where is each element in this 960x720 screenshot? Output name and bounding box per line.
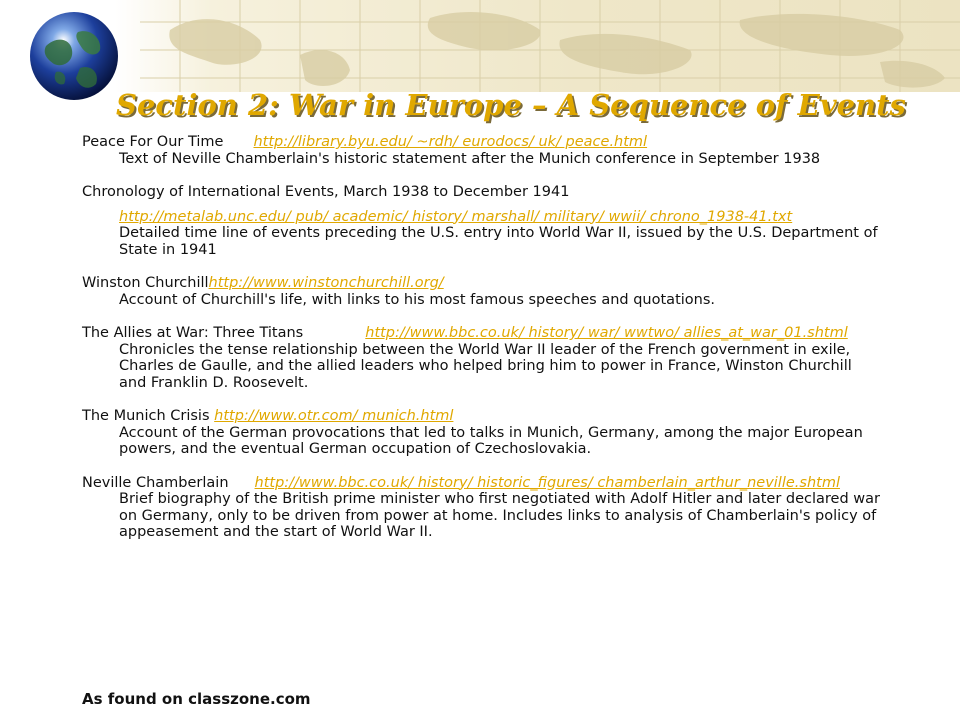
map-grid [0, 0, 960, 92]
page-title: Section 2: War in Europe – A Sequence of Events [116, 88, 906, 122]
globe-icon [26, 8, 122, 104]
entry-heading [82, 325, 882, 342]
entry-title: Neville Chamberlain [82, 474, 229, 491]
entry-description: Brief biography of the British prime minister who first negotiated with Adolf Hitler and later declared war on Germany, only to be driven from power at home. Includes links to analysis of Chamberlain's policy of appeasement and the start of World War II. [119, 491, 881, 540]
entry-link[interactable]: http://www.bbc.co.uk/ history/ historic_figures/ chamberlain_arthur_neville.shtml [254, 474, 840, 491]
entry-description: Chronicles the tense relationship between the World War II leader of the French government in exile, Charles de Gaulle, and the allied leaders who helped bring him to power in France, Winston Churchill and Franklin D. Roosevelt. [119, 341, 852, 391]
list-item [82, 408, 882, 458]
entry-link[interactable]: http://www.bbc.co.uk/ history/ war/ wwtwo/ allies_at_war_01.shtml [365, 325, 848, 341]
list-item [82, 184, 882, 258]
entry-description: Account of Churchill's life, with links to his most famous speeches and quotations. [119, 291, 716, 308]
list-item [82, 275, 882, 308]
entry-heading [82, 408, 882, 425]
entry-link[interactable]: http://library.byu.edu/ ~rdh/ eurodocs/ uk/ peace.html [253, 134, 648, 150]
entry-title: Peace For Our Time [82, 134, 224, 150]
list-item [82, 475, 882, 541]
world-map-decoration [0, 0, 960, 92]
entry-description: Account of the German provocations that led to talks in Munich, Germany, among the major European powers, and the eventual German occupation of Czechoslovakia. [119, 424, 863, 457]
entry-link[interactable]: http://metalab.unc.edu/ pub/ academic/ history/ marshall/ military/ wwii/ chrono_1938-41.txt [119, 208, 793, 225]
entry-title: Winston Churchill [82, 275, 209, 291]
entry-heading [82, 134, 882, 151]
entry-description: Text of Neville Chamberlain's historic statement after the Munich conference in September 1938 [119, 150, 821, 167]
entry-description: Detailed time line of events preceding the U.S. entry into World War II, issued by the U.S. Department of State in 1941 [119, 225, 878, 258]
resource-list [82, 134, 882, 558]
entry-heading [82, 275, 882, 292]
source-note: As found on classzone.com [82, 690, 311, 708]
entry-heading [82, 475, 882, 492]
list-item [82, 134, 882, 167]
list-item [82, 325, 882, 391]
entry-title: The Allies at War: Three Titans [82, 325, 304, 341]
entry-link[interactable]: http://www.otr.com/ munich.html [214, 408, 454, 424]
entry-link[interactable]: http://www.winstonchurchill.org/ [208, 275, 444, 291]
entry-title: The Munich Crisis [82, 408, 210, 424]
entry-title: Chronology of International Events, March 1938 to December 1941 [82, 184, 570, 200]
